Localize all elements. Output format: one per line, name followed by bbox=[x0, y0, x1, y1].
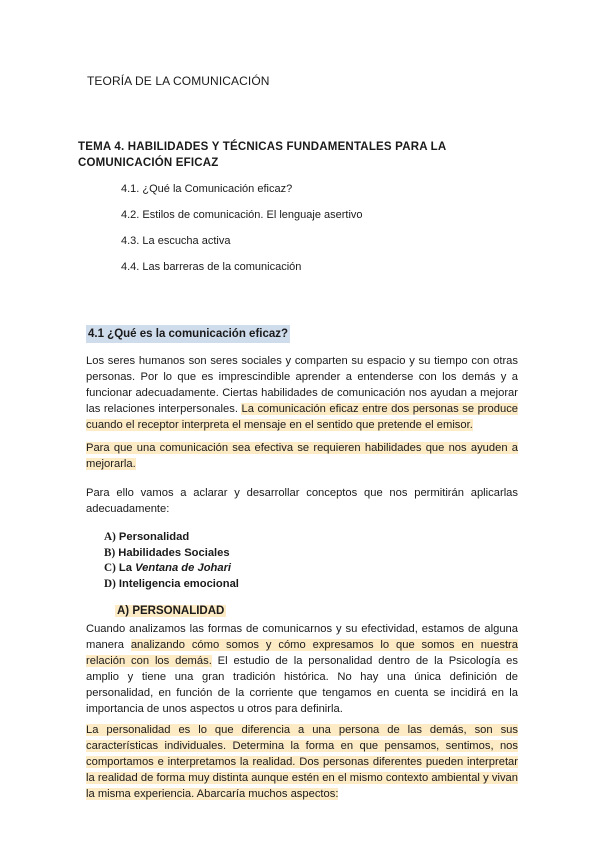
paragraph-personality-highlight: analizando cómo somos y cómo expresamos lo que somos en nuestra relación con los demás. bbox=[86, 639, 519, 667]
paragraph-personality-text: Cuando analizamos las formas de comunicarnos y su efectividad, estamos de alguna manera bbox=[86, 623, 518, 651]
list-item-letter: D) bbox=[104, 577, 116, 590]
paragraph-concepts: Para ello vamos a aclarar y desarrollar conceptos que nos permitirán aplicarlas adecuadamente: bbox=[86, 487, 518, 515]
toc-item: 4.3. La escucha activa bbox=[121, 235, 231, 247]
list-item-letter: C) bbox=[104, 562, 116, 574]
tema-heading bbox=[78, 139, 508, 171]
toc-item: 4.2. Estilos de comunicación. El lenguaje asertivo bbox=[121, 209, 363, 221]
list-item bbox=[104, 546, 239, 562]
tema-heading-line2: COMUNICACIÓN EFICAZ bbox=[78, 157, 219, 169]
subheading-personalidad: A) PERSONALIDAD bbox=[117, 605, 225, 617]
list-item-letter: B) bbox=[104, 546, 116, 559]
list-item-text: Inteligencia emocional bbox=[118, 577, 239, 590]
paragraph-personality bbox=[86, 621, 518, 717]
tema-heading-line1: TEMA 4. HABILIDADES Y TÉCNICAS FUNDAMENTALES PARA LA bbox=[78, 141, 447, 153]
paragraph-intro-text: Los seres humanos son seres sociales y comparten su espacio y su tiempo con otras personas. Por lo que es imprescindible aprender a entenderse con los demás y a funcionar adecuadamente. Ciertas habilidades de comunicación nos ayudan a mejorar las relaciones interpersonales. bbox=[86, 355, 518, 415]
toc-item: 4.4. Las barreras de la comunicación bbox=[121, 261, 302, 273]
section-title: 4.1 ¿Qué es la comunicación eficaz? bbox=[86, 325, 290, 343]
paragraph-effective-highlight: Para que una comunicación sea efectiva se requieren habilidades que nos ayuden a mejorarla. bbox=[86, 442, 518, 470]
paragraph-intro-highlight: La comunicación eficaz entre dos personas se produce cuando el receptor interpreta el mensaje en el sentido que pretende el emisor. bbox=[86, 403, 519, 431]
list-item-text: Habilidades Sociales bbox=[118, 546, 230, 559]
list-item-text: Personalidad bbox=[118, 531, 190, 543]
paragraph-effective bbox=[86, 440, 518, 472]
paragraph-definition-highlight: La personalidad es lo que diferencia a una persona de las demás, son sus características individuales. Determina la forma en que pensamos, sentimos, nos comportamos e interpretamos la realidad. Dos personas diferentes pueden interpretar la realidad de forma muy distinta aunque estén en el mismo contexto ambiental y vivan la misma experiencia. Abarcaría muchos aspectos: bbox=[86, 724, 518, 800]
list-item bbox=[104, 561, 239, 577]
paragraph-personality-rest: El estudio de la personalidad dentro de la Psicología es amplio y tiene una gran tradición histórica. No hay una única definición de personalidad, en función de la corriente que tengamos en cuenta se incidirá en la importancia de unos aspectos u otros para definirla. bbox=[86, 655, 518, 715]
concept-list bbox=[104, 530, 239, 592]
subject-title: TEORÍA DE LA COMUNICACIÓN bbox=[87, 74, 270, 88]
list-item-letter: A) bbox=[104, 531, 116, 543]
paragraph-definition bbox=[86, 722, 518, 802]
list-item bbox=[104, 577, 239, 593]
toc-item: 4.1. ¿Qué la Comunicación eficaz? bbox=[121, 183, 293, 195]
list-item-text: La bbox=[118, 562, 136, 574]
list-item bbox=[104, 530, 239, 546]
list-item-text-italic: Ventana de Johari bbox=[135, 562, 232, 574]
paragraph-intro bbox=[86, 353, 518, 433]
